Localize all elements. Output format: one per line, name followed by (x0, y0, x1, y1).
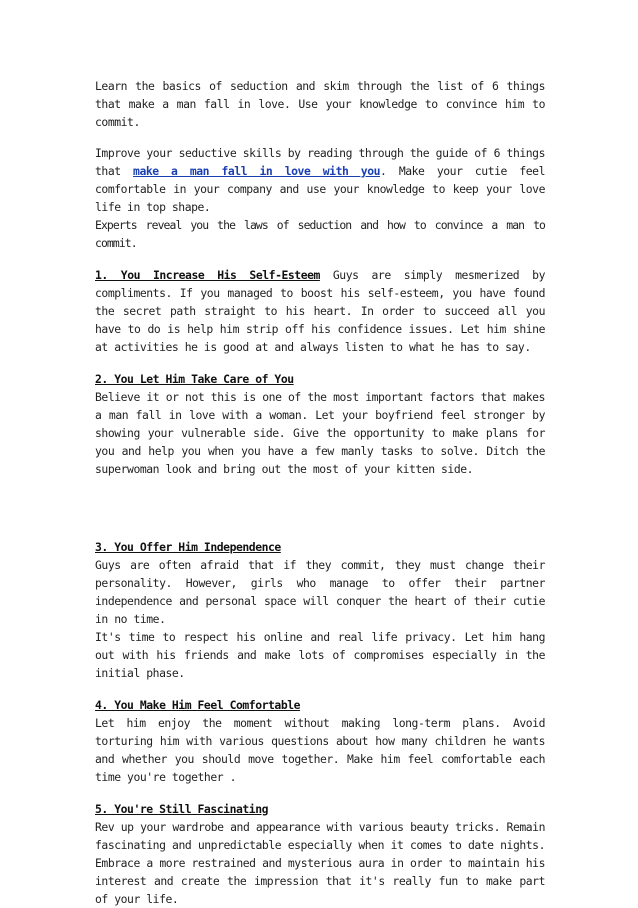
section-5-heading-line (95, 800, 545, 818)
section-3-heading-line (95, 538, 545, 556)
intro-paragraph-2 (95, 144, 545, 216)
intro-paragraph-2-lead: Improve your seductive skills by reading through the guide of 6 things that (95, 146, 545, 178)
section-5-body: Rev up your wardrobe and appearance with various beauty tricks. Remain fascinating and unpredictable especially when it comes to date nights. Embrace a more restrained and mysterious aura in order to maintain his interest and create the impression that it's really fun to make part of your life. (95, 820, 545, 906)
section-2-heading-line (95, 370, 545, 388)
intro-paragraph-2-last: Experts reveal you the laws of seduction and how to convince a man to commit. (95, 218, 545, 250)
section-2-heading: 2. You Let Him Take Care of You (95, 372, 294, 386)
document-body (95, 77, 545, 908)
section-5-heading: 5. You're Still Fascinating (95, 802, 269, 816)
section-3-heading: 3. You Offer Him Independence (95, 540, 281, 554)
section-3-body: Guys are often afraid that if they commit, they must change their personality. However, girls who manage to offer their partner independence and personal space will conquer the heart of their cutie in no time. (95, 558, 545, 626)
section-4-heading-line (95, 696, 545, 714)
section-3-body-2: It's time to respect his online and real life privacy. Let him hang out with his friends and make lots of compromises especially in the initial phase. (95, 630, 545, 680)
section-2-body: Believe it or not this is one of the most important factors that makes a man fall in love with a woman. Let your boyfriend feel stronger by showing your vulnerable side. Give the opportunity to make plans for you and help you when you have a few manly tasks to solve. Ditch the superwoman look and bring out the most of your kitten side. (95, 390, 545, 476)
intro-paragraph-2-rest: . Make your cutie feel comfortable in your company and use your knowledge to keep your love life in top shape. (95, 164, 545, 214)
section-4-heading: 4. You Make Him Feel Comfortable (95, 698, 301, 712)
section-1-heading: 1. You Increase His Self-Esteem (95, 268, 320, 282)
intro-paragraph-1: Learn the basics of seduction and skim through the list of 6 things that make a man fall in love. Use your knowledge to convince him to commit. (95, 79, 545, 129)
section-1 (95, 266, 545, 356)
seduction-guide-link[interactable]: make a man fall in love with you (133, 164, 381, 178)
section-4-body: Let him enjoy the moment without making long-term plans. Avoid torturing him with various questions about how many children he wants and whether you should move together. Make him feel comfortable each time you're together . (95, 716, 545, 784)
section-1-body: Guys are simply mesmerized by compliments. If you managed to boost his self-esteem, you have found the secret path straight to his heart. In order to succeed all you have to do is help him strip off his confidence issues. Let him shine at activities he is good at and always listen to what he has to say. (95, 268, 546, 354)
